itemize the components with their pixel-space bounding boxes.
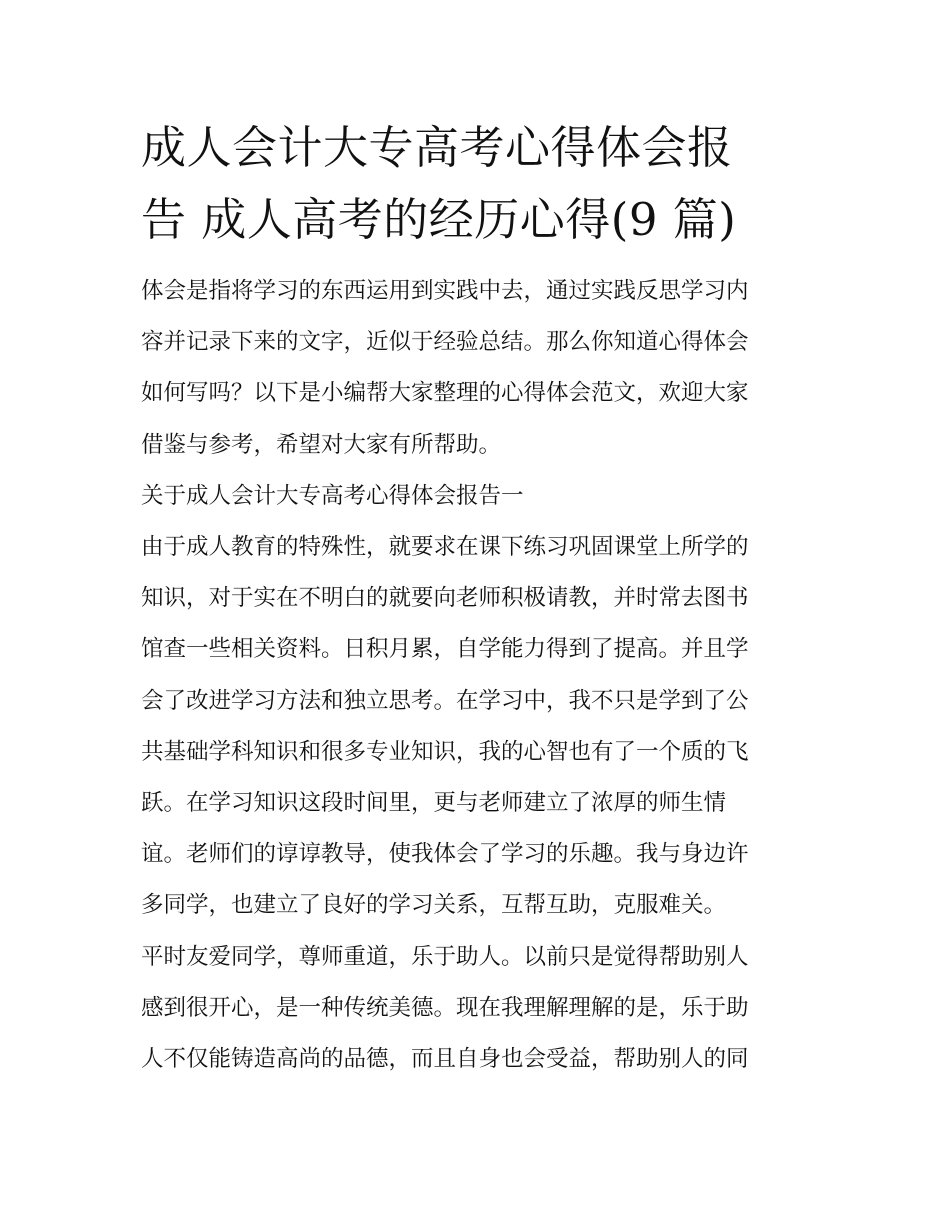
intro-line: 如何写吗？以下是小编帮大家整理的心得体会范文，欢迎大家: [141, 380, 749, 407]
body-line: 平时友爱同学，尊师重道，乐于助人。以前只是觉得帮助别人: [141, 943, 749, 970]
body-line: 馆查一些相关资料。日积月累，自学能力得到了提高。并且学: [141, 636, 749, 663]
body-line: 共基础学科知识和很多专业知识，我的心智也有了一个质的飞: [141, 738, 749, 765]
body-paragraph: [141, 522, 813, 932]
body-line: 由于成人教育的特殊性，就要求在课下练习巩固课堂上所学的: [141, 534, 749, 561]
title-line: 成人会计大专高考心得体会报: [141, 121, 733, 174]
document-content: [141, 112, 813, 1085]
section-heading-text: 关于成人会计大专高考心得体会报告一: [141, 482, 524, 509]
intro-line: 容并记录下来的文字，近似于经验总结。那么你知道心得体会: [141, 329, 749, 356]
body-line: 知识，对于实在不明白的就要向老师积极请教，并时常去图书: [141, 585, 749, 612]
body-line: 感到很开心，是一种传统美德。现在我理解理解的是，乐于助: [141, 994, 749, 1021]
intro-line: 借鉴与参考，希望对大家有所帮助。: [141, 431, 502, 458]
section-heading: [141, 471, 813, 522]
body-line: 多同学，也建立了良好的学习关系，互帮互助，克服难关。: [141, 892, 727, 919]
body-line: 跃。在学习知识这段时间里，更与老师建立了浓厚的师生情: [141, 790, 727, 817]
title-line: 告 成人高考的经历心得(9 篇): [141, 193, 737, 246]
body-line: 谊。老师们的谆谆教导，使我体会了学习的乐趣。我与身边许: [141, 841, 749, 868]
intro-paragraph: [141, 266, 813, 471]
document-title: [141, 112, 813, 256]
body-line: 人不仅能铸造高尚的品德，而且自身也会受益，帮助别人的同: [141, 1046, 749, 1073]
body-paragraph: [141, 932, 813, 1086]
intro-line: 体会是指将学习的东西运用到实践中去，通过实践反思学习内: [141, 278, 749, 304]
body-line: 会了改进学习方法和独立思考。在学习中，我不只是学到了公: [141, 687, 749, 714]
